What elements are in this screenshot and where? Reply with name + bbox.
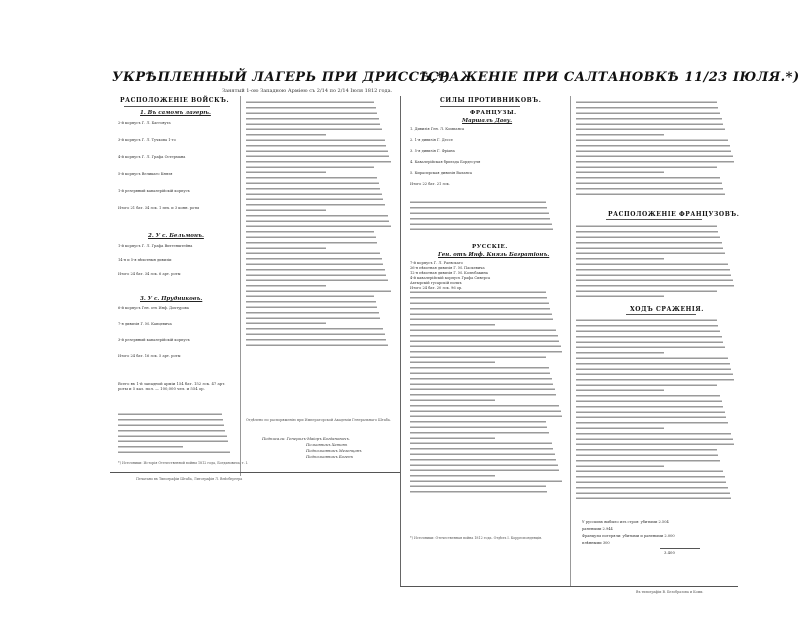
right-bottom-rule [400, 586, 738, 587]
left-row-camp: 2-й корпусъ Г. Л. Багговута [118, 121, 171, 125]
left-section-rule [124, 106, 210, 107]
left-row-belmont: Итого 24 бат. 34 эск. 6 арт. роты [118, 272, 181, 276]
left-section-title: РАСПОЛОЖЕНІЕ ВОЙСКЪ. [120, 97, 230, 104]
right-dispo-title: РАСПОЛОЖЕНІЕ ФРАНЦУЗОВЪ. [608, 211, 740, 218]
left-row-prudnik: 7-я дивизія Г. М. Капцевича [118, 322, 172, 326]
russian-row: 7-й корпусъ Г. Л. Раевскаго [410, 261, 463, 265]
russian-row: 4-й кавалерійскій корпусъ Графа Сиверса [410, 276, 491, 280]
left-col2-text [246, 100, 392, 348]
right-forces-rule [440, 106, 520, 107]
russian-row: Ахтырскій гусарскій полкъ [410, 281, 462, 285]
left-bottom-rule [110, 472, 400, 473]
right-col-top-text [576, 100, 736, 200]
text-line [576, 294, 664, 299]
right-column-divider [570, 96, 571, 586]
summary-total: 3.400 [664, 550, 675, 555]
russian-row: 12-я пѣхотная дивизія Г. М. Колюбакина [410, 271, 488, 275]
left-title: УКРѢПЛЕННЫЙ ЛАГЕРЬ ПРИ ДРИССѢ,*) [112, 70, 451, 85]
right-printer: Въ типографіи В. Безобразова и Коми. [636, 590, 704, 594]
french-row: 5. Кирасирская дивизія Валанса [410, 171, 473, 175]
left-sig-label: Отдѣлено по распоряженію при Императорской Академіи Генеральнаго Штаба. [246, 418, 391, 422]
left-subsection-3: 3. У с. Прудниковъ. [140, 296, 203, 302]
right-course-text [576, 318, 736, 506]
summary-row: плѣнными 300 [582, 541, 610, 545]
text-line [118, 450, 230, 454]
left-row-camp: 1-й резервный кавалерійскій корпусъ [118, 189, 190, 193]
left-row-prudnik: 3-й резервный кавалерійскій корпусъ [118, 338, 190, 342]
right-french-title: ФРАНЦУЗЫ. [470, 110, 517, 116]
text-line [576, 192, 725, 197]
left-row-camp: 5-й корпусъ Великаго Князя [118, 172, 173, 176]
left-bottom-text [118, 412, 236, 454]
center-divider [400, 96, 401, 586]
left-printer: Печатано въ Типографіи Штаба, Литографія Л. Вейсбергера [136, 477, 243, 481]
left-footnote: *) Источники: Исторія Отечественной войны 1812 года, Богдановича, т. I. [118, 461, 249, 465]
summary-row: Французы потеряли: убитыми и ранеными 2.000 [582, 534, 675, 538]
left-row-camp: 3-й корпусъ Г. Л. Тучкова 1-го [118, 138, 176, 142]
left-column-divider [240, 96, 241, 476]
french-row: Итого 22 бат. 21 эск. [410, 182, 450, 186]
left-subtitle: Занятый 1-ою Западною Арміею съ 2/14 по 2/14 Іюля 1812 года. [222, 88, 393, 94]
left-sig-d: Подполковникъ Богенъ [306, 454, 354, 459]
right-russian-cmdr: Ген. отъ Инф. Князь Багратіонъ. [438, 252, 550, 258]
right-dispo-text [576, 224, 736, 300]
right-russian-title: РУССКІЕ. [472, 244, 508, 250]
right-footnote: *) Источники: Отечественная война 1812 года. Отдѣлъ I. Корреспонденція. [410, 536, 543, 540]
left-row-belmont: 1-й корпусъ Г. Л. Графа Витгенштейна [118, 244, 193, 248]
right-note-1 [410, 200, 564, 236]
french-row: 2. 1-я дивизія Г. Дессе [410, 138, 453, 142]
right-title: СРАЖЕНІЕ ПРИ САЛТАНОВКѢ 11/23 ІЮЛЯ.*) [428, 70, 800, 85]
french-row: 1. Дивизія Ген. Л. Компанса [410, 127, 465, 131]
russian-row: Итого 24 бат. 20 эск. 96 ор. [410, 286, 463, 290]
french-row: 4. Кавалерійская бригада Бордесуля [410, 160, 481, 164]
left-row-prudnik: Итого 24 бат. 16 эск. 5 арт. роты [118, 354, 181, 358]
left-sig-c: Подполковникъ Мезенцовъ [306, 448, 362, 453]
left-row-camp: 4-й корпусъ Г. Л. Графа Остермана [118, 155, 186, 159]
text-line [246, 343, 388, 348]
summary-row: ранеными 2.944 [582, 527, 613, 531]
right-forces-title: СИЛЫ ПРОТИВНИКОВЪ. [440, 97, 542, 104]
summary-row: У русскихъ выбыло изъ строя: убитыми 2.504 [582, 520, 669, 524]
russian-row: 26-я пѣхотная дивизія Г. М. Паскевича [410, 266, 485, 270]
summary-rule [660, 548, 700, 549]
text-line [410, 489, 547, 494]
left-row-prudnik: 6-й корпусъ Ген. отъ Инф. Дохтурова [118, 306, 189, 310]
right-course-rule [626, 314, 696, 315]
left-row-camp: Итого 21 бат. 34 эск. 1 пех. и 3 конн. роты [118, 206, 200, 210]
left-total: Всего въ 1-й западной арміи 154 бат. 152 эск. 47 арт. роты и 5 каз. пол. — 100,000 чел. и 554 ор. [118, 381, 226, 391]
text-line [410, 227, 553, 232]
left-subsection-2: 2. У с. Бельмонъ. [148, 233, 204, 239]
right-russian-detail [410, 290, 564, 500]
french-row: 3. 5-я дивизія Г. Фріана [410, 149, 455, 153]
right-course-title: ХОДЪ СРАЖЕНІЯ. [630, 306, 704, 313]
right-french-cmdr: Маршалъ Даву. [462, 118, 513, 124]
text-line [576, 496, 731, 501]
left-sig-b: Полковникъ Хатовъ [306, 442, 348, 447]
right-dispo-rule [606, 219, 702, 220]
left-row-belmont: 14-я и 5-я пѣхотныя дивизіи [118, 258, 172, 262]
left-subsection-1: 1. Въ самомъ лагерѣ. [140, 110, 211, 116]
left-sig-a: Подписали: Генералъ-Маіоръ Богдановичъ. [262, 436, 351, 441]
